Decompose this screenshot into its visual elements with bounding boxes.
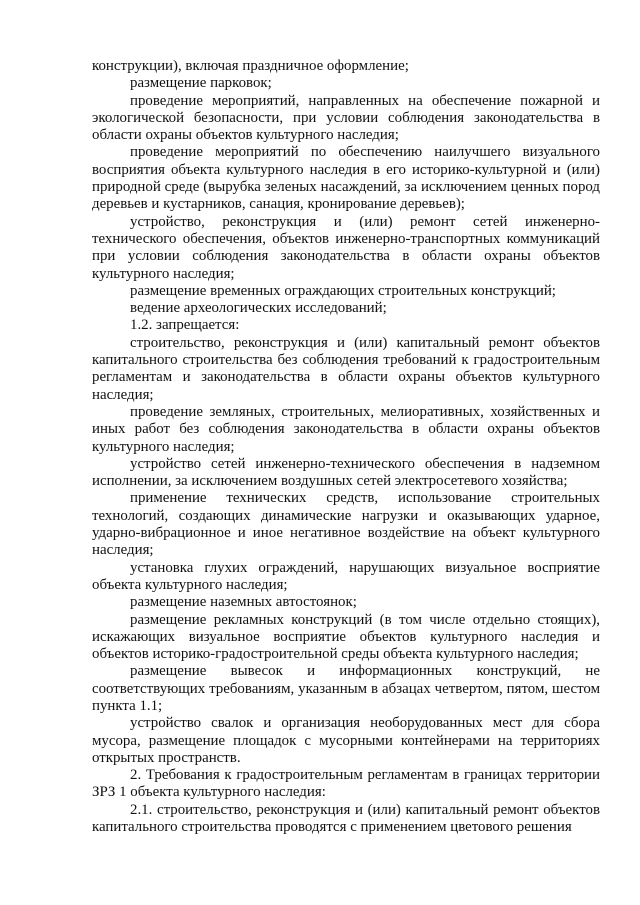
paragraph-2: размещение парковок; bbox=[130, 75, 272, 92]
paragraph-14: размещение наземных автостоянок; bbox=[130, 594, 357, 611]
paragraph-1: конструкции), включая праздничное оформление; bbox=[92, 58, 409, 74]
paragraph-4: проведение мероприятий по обеспечению наилучшего визуального восприятия объекта культурного наследия в его историко-культурной и (или) природной среде (вырубка зеленых насаждений, за исключением ценных пород деревьев и кустарников, санация, кронирование деревьев); bbox=[92, 144, 600, 213]
paragraph-5: устройство, реконструкция и (или) ремонт сетей инженерно-технического обеспечения, объектов инженерно-транспортных коммуникаций при условии соблюдения законодательства в области охраны объектов культурного наследия; bbox=[92, 213, 600, 282]
paragraph-15: размещение рекламных конструкций (в том числе отдельно стоящих), искажающих визуальное восприятие объектов культурного наследия и объектов историко-градостроительной среды объекта культурного наследия; bbox=[92, 611, 600, 663]
section-heading-2: 2. Требования к градостроительным регламентам в границах территории ЗРЗ 1 объекта культурного наследия: bbox=[92, 767, 600, 801]
paragraph-3: проведение мероприятий, направленных на обеспечение пожарной и экологической безопасности, при условии соблюдения законодательства в области охраны объектов культурного наследия; bbox=[92, 92, 600, 144]
paragraph-13: установка глухих ограждений, нарушающих визуальное восприятие объекта культурного наследия; bbox=[92, 559, 600, 593]
paragraph-11: устройство сетей инженерно-технического обеспечения в надземном исполнении, за исключением воздушных сетей электросетевого хозяйства; bbox=[92, 455, 600, 490]
paragraph-6: размещение временных ограждающих строительных конструкций; bbox=[130, 282, 556, 299]
paragraph-7: ведение археологических исследований; bbox=[130, 300, 387, 317]
paragraph-9: строительство, реконструкция и (или) капитальный ремонт объектов капитального строительства без соблюдения требований к градостроительным регламентам и законодательства в области охраны объектов культурного наследия; bbox=[92, 334, 600, 403]
document-page bbox=[92, 58, 600, 836]
paragraph-19: 2.1. строительство, реконструкция и (или) капитальный ремонт объектов капитального строительства проводятся с применением цветового решения bbox=[92, 801, 600, 836]
section-heading-1-2: 1.2. запрещается: bbox=[130, 317, 240, 334]
paragraph-12: применение технических средств, использование строительных технологий, создающих динамические нагрузки и оказывающих ударное, ударно-вибрационное и иное негативное воздействие на объект культурного наследия; bbox=[92, 490, 600, 559]
paragraph-16: размещение вывесок и информационных конструкций, не соответствующих требованиям, указанным в абзацах четвертом, пятом, шестом пункта 1.1; bbox=[92, 663, 600, 714]
paragraph-10: проведение земляных, строительных, мелиоративных, хозяйственных и иных работ без соблюдения законодательства в области охраны объектов культурного наследия; bbox=[92, 403, 600, 455]
paragraph-17: устройство свалок и организация необорудованных мест для сбора мусора, размещение площадок с мусорными контейнерами на территориях открытых пространств. bbox=[92, 715, 600, 766]
